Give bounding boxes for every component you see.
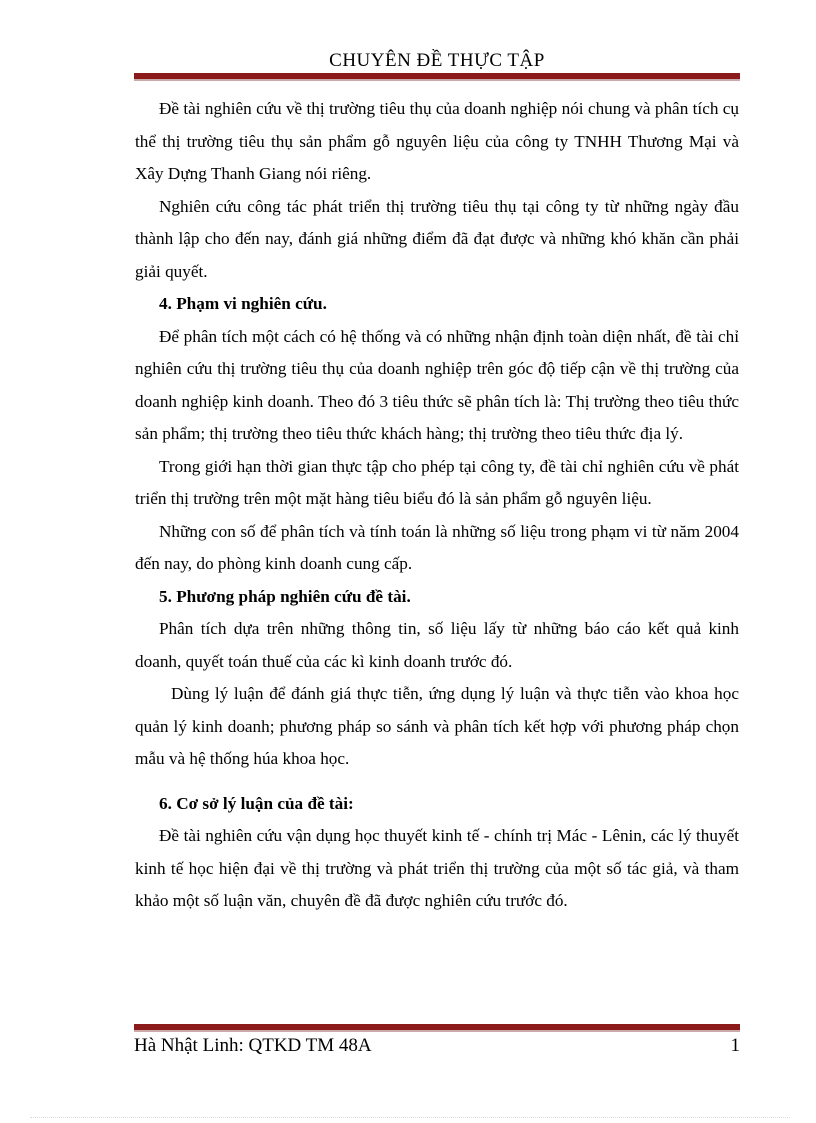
paragraph: Những con số để phân tích và tính toán là những số liệu trong phạm vi từ năm 2004 đến nay, do phòng kinh doanh cung cấp.: [135, 521, 739, 573]
paragraph: Đề tài nghiên cứu vận dụng học thuyết kinh tế - chính trị Mác - Lênin, các lý thuyết kinh tế học hiện đại về thị trường và phát triển thị trường của một số tác giả, và tham khảo một số luận văn, chuyên đề đã được nghiên cứu trước đó.: [135, 826, 739, 910]
paragraph: Đề tài nghiên cứu về thị trường tiêu thụ của doanh nghiệp nói chung và phân tích cụ thể thị trường tiêu thụ sản phẩm gỗ nguyên liệu của công ty TNHH Thương Mại và Xây Dựng Thanh Giang nói riêng.: [135, 99, 739, 183]
paragraph: Trong giới hạn thời gian thực tập cho phép tại công ty, đề tài chỉ nghiên cứu về phát triển thị trường trên một mặt hàng tiêu biểu đó là sản phẩm gỗ nguyên liệu.: [135, 456, 739, 508]
section-heading: 6. Cơ sở lý luận của đề tài:: [159, 793, 354, 813]
page-header-title: CHUYÊN ĐỀ THỰC TẬP: [329, 50, 545, 71]
paragraph: Phân tích dựa trên những thông tin, số liệu lấy từ những báo cáo kết quả kinh doanh, quyết toán thuế của các kì kinh doanh trước đó.: [135, 619, 739, 671]
footer-author: Hà Nhật Linh: QTKD TM 48A: [134, 1035, 372, 1056]
page-edge-divider: [30, 1117, 790, 1118]
section-heading: 4. Phạm vi nghiên cứu.: [159, 294, 327, 313]
section-heading: 5. Phương pháp nghiên cứu đề tài.: [159, 586, 411, 606]
page-footer: [134, 1035, 740, 1057]
paragraph: Nghiên cứu công tác phát triển thị trường tiêu thụ tại công ty từ những ngày đầu thành lập cho đến nay, đánh giá những điểm đã đạt được và những khó khăn cần phải giải quyết.: [135, 196, 739, 281]
document-body: [135, 93, 739, 918]
page-number: 1: [730, 1035, 740, 1056]
paragraph: Dùng lý luận để đánh giá thực tiễn, ứng dụng lý luận và thực tiễn vào khoa học quản lý kinh doanh; phương pháp so sánh và phân tích kết hợp với phương pháp chọn mẫu và hệ thống húa khoa học.: [135, 684, 739, 768]
header-rule: [134, 73, 740, 79]
footer-rule: [134, 1024, 740, 1030]
paragraph: Để phân tích một cách có hệ thống và có những nhận định toàn diện nhất, đề tài chỉ nghiên cứu thị trường tiêu thụ của doanh nghiệp trên góc độ tiếp cận về thị trường của doanh nghiệp kinh doanh. Theo đó 3 tiêu thức sẽ phân tích là: Thị trường theo tiêu thức sản phẩm; thị trường theo tiêu thức khách hàng; thị trường theo tiêu thức địa lý.: [135, 326, 739, 443]
